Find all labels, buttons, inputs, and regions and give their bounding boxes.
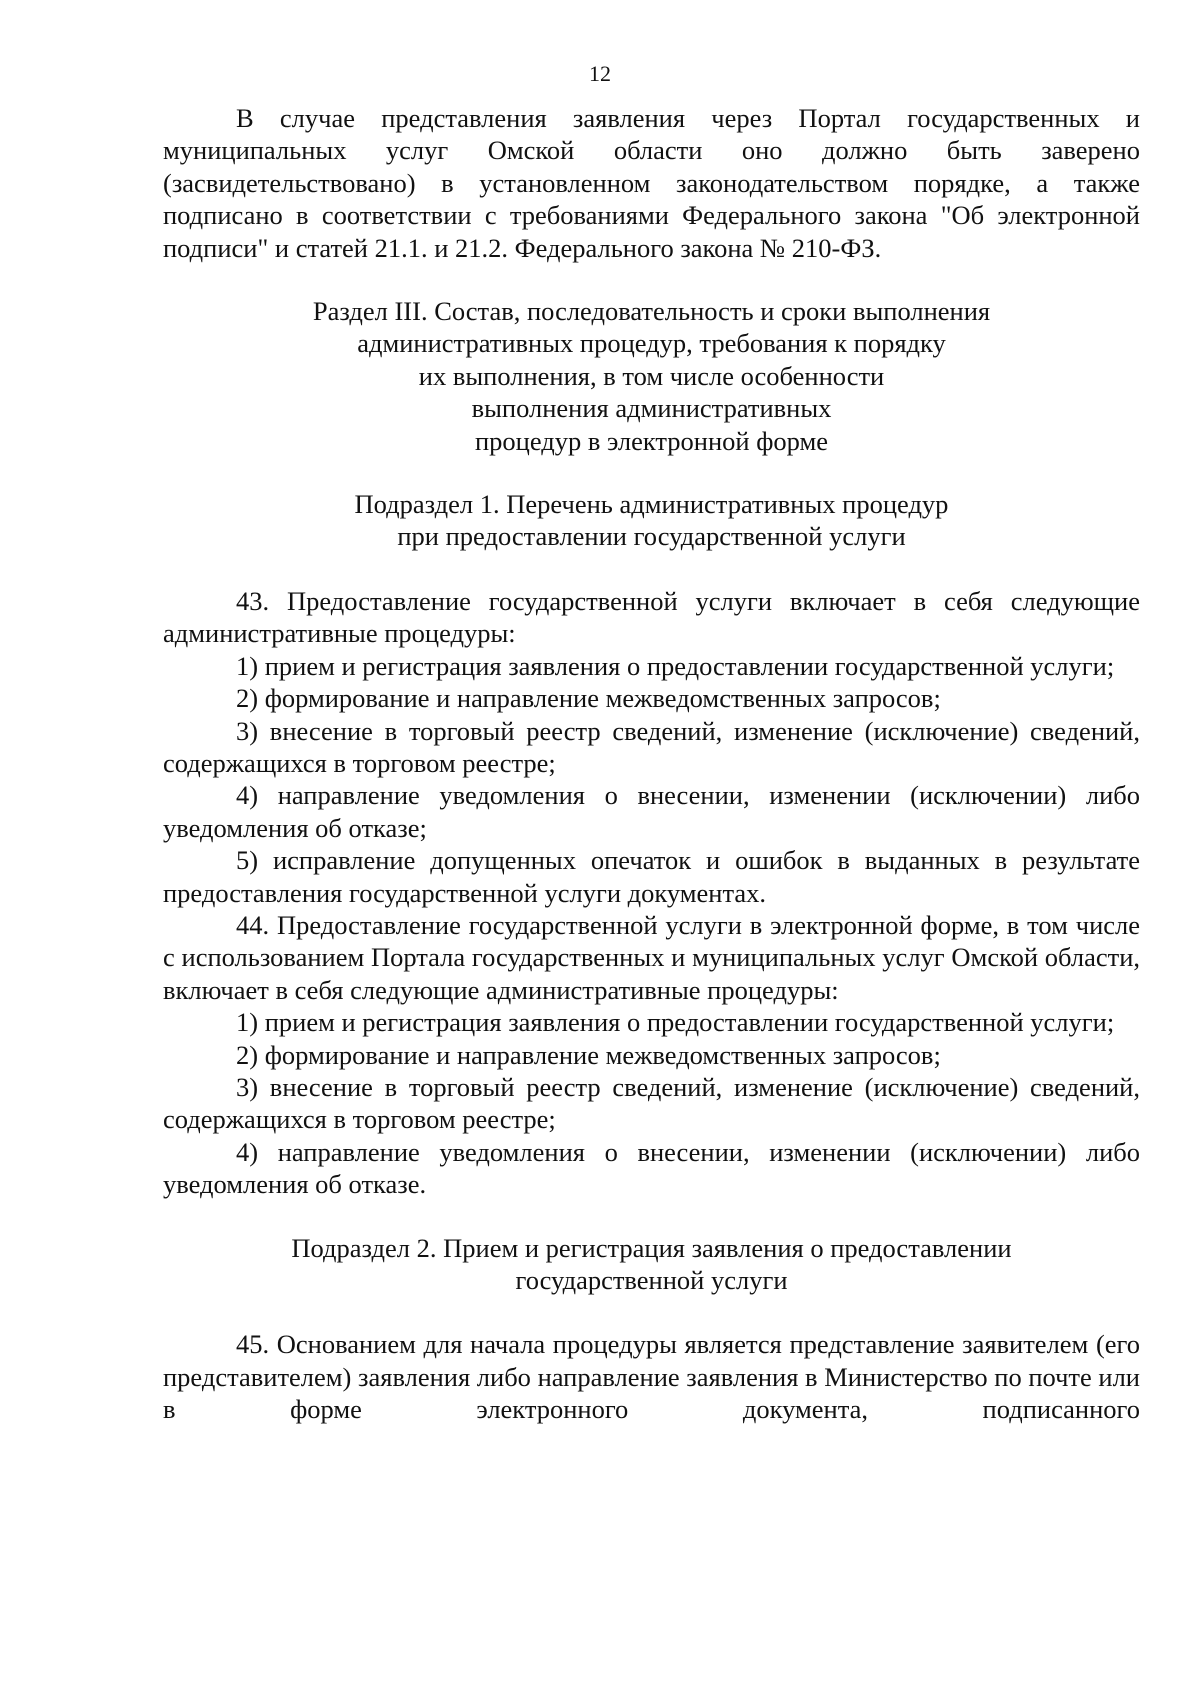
clause-43-intro: 43. Предоставление государственной услуги включает в себя следующие административные процедуры: <box>163 585 1140 649</box>
clause-44-item: 1) прием и регистрация заявления о предоставлении государственной услуги; <box>236 1007 1115 1038</box>
page-number: 12 <box>589 61 611 86</box>
subsection-heading-line: государственной услуги <box>515 1265 788 1295</box>
clause-44-intro: 44. Предоставление государственной услуги в электронной форме, в том числе с использованием Портала государственных и муниципальных услуг Омской области, включает в себя следующие административные процедуры: <box>163 909 1140 1005</box>
subsection-heading-line: Подраздел 2. Прием и регистрация заявления о предоставлении <box>291 1232 1012 1263</box>
clause-43-item: 3) внесение в торговый реестр сведений, изменение (исключение) сведений, содержащихся в торговом реестре; <box>163 715 1140 778</box>
clause-43 <box>163 585 1140 909</box>
clause-44-item: 4) направление уведомления о внесении, изменении (исключении) либо уведомления об отказе. <box>163 1136 1140 1200</box>
document-body <box>163 102 1140 1426</box>
section-heading-line: административных процедур, требования к порядку <box>357 328 946 359</box>
clause-45-text: 45. Основанием для начала процедуры является представление заявителем (его представителем) заявления либо направление заявления в Министерство по почте или в форме электронного документа, подписанного <box>163 1329 1140 1425</box>
subsection-heading-line: Подраздел 1. Перечень административных процедур <box>354 489 949 520</box>
section-heading-line: выполнения административных <box>471 393 832 424</box>
section-heading-line: Раздел III. Состав, последовательность и сроки выполнения <box>312 296 991 327</box>
intro-paragraph: В случае представления заявления через Портал государственных и муниципальных услуг Омской области оно должно быть заверено (засвидетельствовано) в установленном законодательством порядке, а также подписано в соответствии с требованиями Федерального закона "Об электронной подписи" и статей 21.1. и 21.2. Федерального закона № 210-ФЗ. <box>163 103 1140 263</box>
clause-45 <box>163 1328 1140 1425</box>
clause-43-item: 2) формирование и направление межведомственных запросов; <box>236 683 941 714</box>
subsection-2-heading <box>163 1232 1140 1297</box>
clause-43-item: 5) исправление допущенных опечаток и ошибок в выданных в результате предоставления государственной услуги документах. <box>163 845 1140 908</box>
section-heading-line: их выполнения, в том числе особенности <box>418 360 885 391</box>
clause-43-item: 4) направление уведомления о внесении, изменении (исключении) либо уведомления об отказе; <box>163 780 1140 843</box>
section-heading-line: процедур в электронной форме <box>474 425 829 456</box>
section-heading <box>163 295 1140 457</box>
clause-43-item: 1) прием и регистрация заявления о предоставлении государственной услуги; <box>236 650 1115 681</box>
clause-44 <box>163 909 1140 1201</box>
clause-44-item: 2) формирование и направление межведомственных запросов; <box>236 1039 941 1070</box>
clause-44-item: 3) внесение в торговый реестр сведений, изменение (исключение) сведений, содержащихся в торговом реестре; <box>163 1071 1140 1135</box>
subsection-1-heading <box>163 488 1140 553</box>
subsection-heading-line: при предоставлении государственной услуги <box>397 521 906 552</box>
